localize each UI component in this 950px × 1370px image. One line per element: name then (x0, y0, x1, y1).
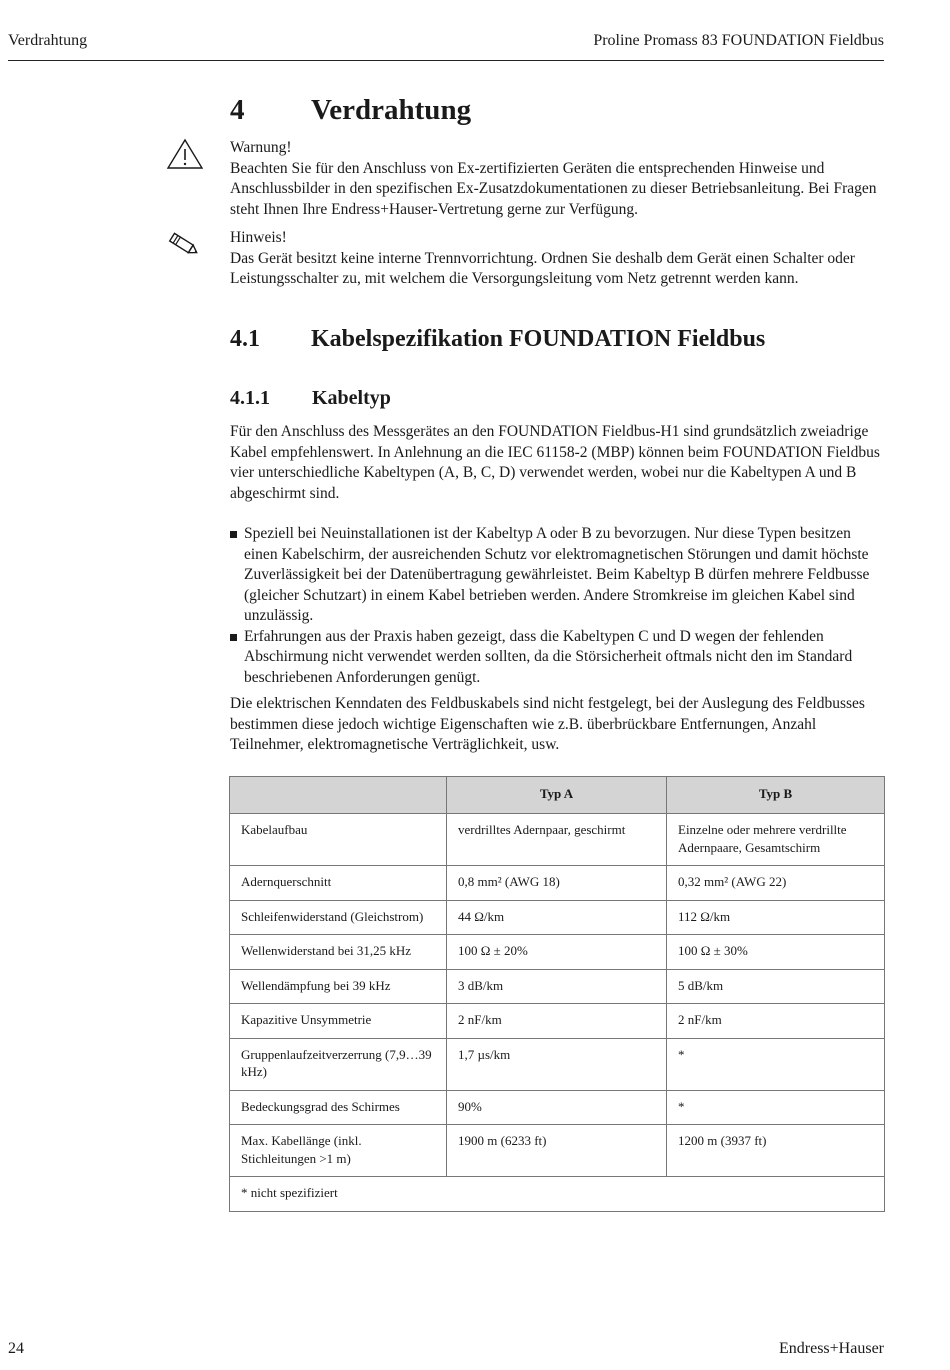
table-cell: 90% (447, 1090, 667, 1125)
table-cell: 2 nF/km (447, 1004, 667, 1039)
header-section-title: Verdrahtung (8, 32, 88, 49)
table-row (230, 900, 885, 935)
header-document-title: Proline Promass 83 FOUNDATION Fieldbus (593, 32, 884, 49)
warning-label: Warnung! (230, 139, 292, 156)
table-cell: 2 nF/km (667, 1004, 885, 1039)
subsection-title: Kabeltyp (312, 387, 391, 409)
table-header-row (230, 777, 885, 814)
table-footnote-row (230, 1177, 885, 1212)
table-cell: * (667, 1038, 885, 1090)
table-cell: Kabelaufbau (230, 814, 447, 866)
page-number: 24 (8, 1340, 24, 1357)
table-row (230, 969, 885, 1004)
list-item: Speziell bei Neuinstallationen ist der Kabeltyp A oder B zu bevorzugen. Nur diese Typen besitzen einen Kabelschirm, der ausreichenden Schutz vor elektromagnetischen Störungen und damit höchste Zuverlässigkeit bei der Datenübertragung gewährleistet. Beim Kabeltyp B dürfen mehrere Feldbusse (gleicher Schutzart) in einem Kabel betrieben werden. Andere Stromkreise im gleichen Kabel sind unzulässig. (230, 524, 884, 627)
table-cell: Gruppenlaufzeitverzerrung (7,9…39 kHz) (230, 1038, 447, 1090)
table-footnote: * nicht spezifiziert (230, 1177, 885, 1212)
section-number: 4.1 (230, 326, 260, 352)
table-cell: 1900 m (6233 ft) (447, 1125, 667, 1177)
table-cell: verdrilltes Adernpaar, geschirmt (447, 814, 667, 866)
intro-paragraph: Für den Anschluss des Messgerätes an den FOUNDATION Fieldbus-H1 sind grundsätzlich zweiadrige Kabel empfehlenswert. In Anlehnung an die IEC 61158-2 (MBP) können beim FOUNDATION Fieldbus vier unterschiedliche Kabeltypen (A, B, C, D) verwendet werden, wobei nur die Kabeltypen A und B abgeschirmt sind. (230, 423, 880, 502)
hint-note (230, 228, 880, 290)
hint-label: Hinweis! (230, 229, 287, 246)
bullet-square-icon (230, 634, 237, 641)
list-item: Erfahrungen aus der Praxis haben gezeigt, dass die Kabeltypen C und D wegen der fehlenden Abschirmung nicht verwendet werden sollten, da die Störsicherheit oftmals nicht den im Standard beschriebenen Anforderungen genügt. (230, 627, 884, 689)
table-cell: 100 Ω ± 20% (447, 935, 667, 970)
table-header-cell (230, 777, 447, 814)
table-cell: 5 dB/km (667, 969, 885, 1004)
table-row (230, 1125, 885, 1177)
chapter-title: Verdrahtung (311, 94, 472, 126)
table-cell: Schleifenwiderstand (Gleichstrom) (230, 900, 447, 935)
section-title: Kabelspezifikation FOUNDATION Fieldbus (311, 326, 766, 352)
bullet-square-icon (230, 531, 237, 538)
bullet-list (230, 524, 884, 688)
table-cell: Kapazitive Unsymmetrie (230, 1004, 447, 1039)
footer-brand: Endress+Hauser (779, 1340, 884, 1357)
table-cell: 44 Ω/km (447, 900, 667, 935)
table-cell: 100 Ω ± 30% (667, 935, 885, 970)
table-cell: 0,8 mm² (AWG 18) (447, 866, 667, 901)
table-header-cell: Typ A (447, 777, 667, 814)
chapter-heading (230, 94, 471, 127)
table-cell: Wellendämpfung bei 39 kHz (230, 969, 447, 1004)
table-cell: Max. Kabellänge (inkl. Stichleitungen >1 m) (230, 1125, 447, 1177)
chapter-number: 4 (230, 94, 245, 126)
table-row (230, 1004, 885, 1039)
table-cell: 1,7 µs/km (447, 1038, 667, 1090)
table-cell: * (667, 1090, 885, 1125)
table-row (230, 866, 885, 901)
table-cell: Adernquerschnitt (230, 866, 447, 901)
closing-paragraph: Die elektrischen Kenndaten des Feldbuskabels sind nicht festgelegt, bei der Auslegung des Feldbusses bestimmen diese jedoch wichtige Eigenschaften wie z.B. überbrückbare Entfernungen, Anzahl Teilnehmer, elektromagnetische Verträglichkeit, usw. (230, 695, 865, 753)
table-row (230, 814, 885, 866)
table-row (230, 1038, 885, 1090)
table-cell: 112 Ω/km (667, 900, 885, 935)
cable-spec-table (229, 776, 885, 1212)
hint-text: Das Gerät besitzt keine interne Trennvorrichtung. Ordnen Sie deshalb dem Gerät einen Schalter oder Leistungsschalter zu, mit welchem die Versorgungsleitung vom Netz getrennt werden kann. (230, 249, 855, 287)
table-cell: 3 dB/km (447, 969, 667, 1004)
table-row (230, 1090, 885, 1125)
table-cell: Wellenwiderstand bei 31,25 kHz (230, 935, 447, 970)
warning-text: Beachten Sie für den Anschluss von Ex-zertifizierten Geräten die entsprechenden Hinweise und Anschlussbilder in den spezifischen Ex-Zusatzdokumentationen zu dieser Betriebsanleitung. Bei Fragen steht Ihnen Ihre Endress+Hauser-Vertretung gerne zur Verfügung. (230, 159, 877, 218)
table-header-cell: Typ B (667, 777, 885, 814)
table-cell: 1200 m (3937 ft) (667, 1125, 885, 1177)
section-heading (230, 326, 765, 353)
warning-triangle-icon (166, 138, 204, 170)
page-header (8, 32, 884, 61)
table-cell: Einzelne oder mehrere verdrillte Adernpaare, Gesamtschirm (667, 814, 885, 866)
table-cell: Bedeckungsgrad des Schirmes (230, 1090, 447, 1125)
pencil-icon (161, 229, 203, 259)
warning-note (230, 138, 880, 220)
subsection-heading (230, 387, 391, 410)
subsection-number: 4.1.1 (230, 387, 270, 409)
table-cell: 0,32 mm² (AWG 22) (667, 866, 885, 901)
table-row (230, 935, 885, 970)
